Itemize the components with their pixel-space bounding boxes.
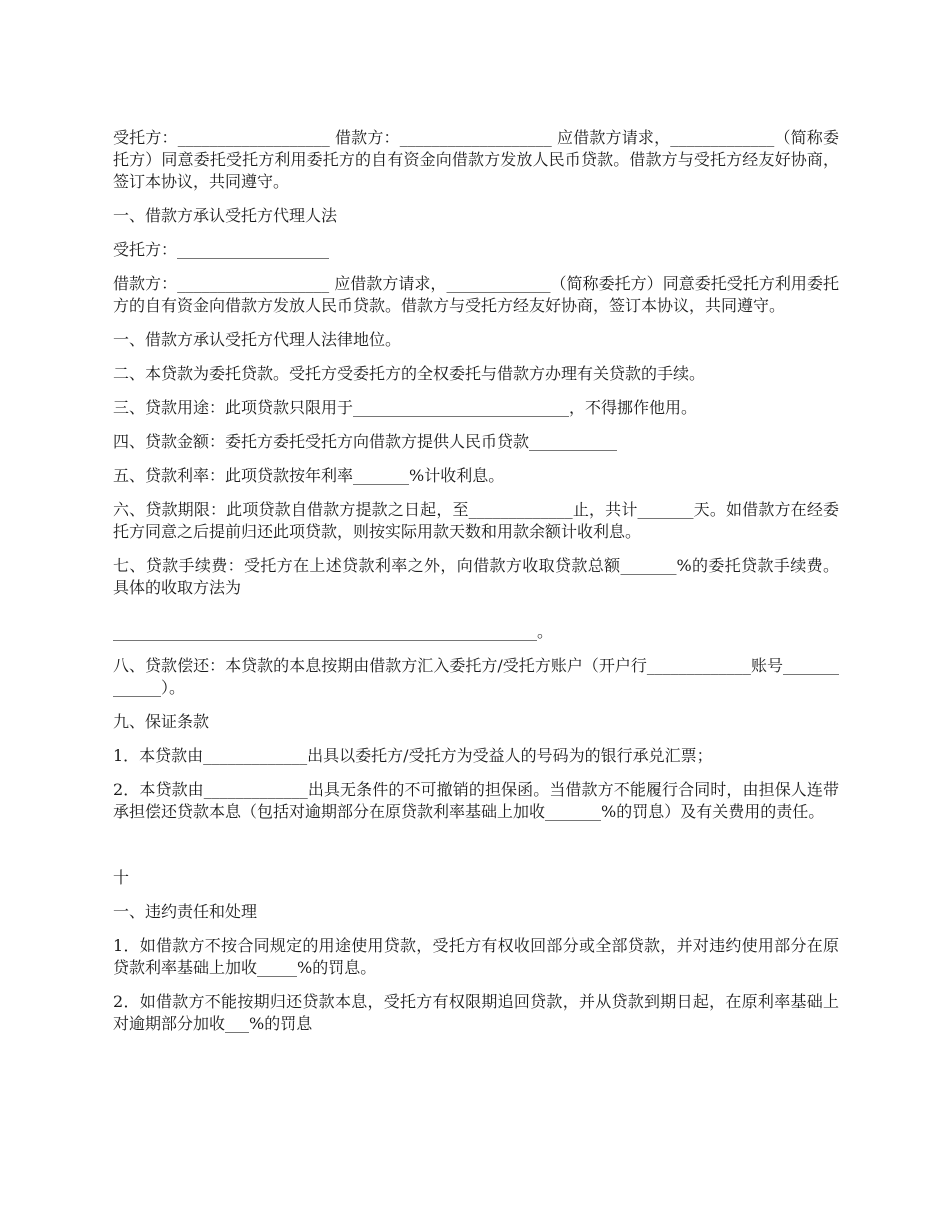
para-clause-1: 一、借款方承认受托方代理人法律地位。 xyxy=(113,330,402,349)
para-liability-1: 1．如借款方不按合同规定的用途使用贷款，受托方有权收回部分或全部贷款，并对违约使用部分在原贷款利率基础上加收_____%的罚息。 xyxy=(113,936,839,977)
para-section-ten: 十 xyxy=(113,868,130,887)
para-liability-heading: 一、违约责任和处理 xyxy=(113,902,258,921)
para-intro: 受托方：___________________ 借款方：___________________ 应借款方请求，_____________（简称委托方）同意委托受托方利用委托方的自有资金向借款方发放人民币贷款。借款方与受托方经友好协商，签订本协议，共同遵守。 xyxy=(113,128,839,191)
para-liability-2: 2．如借款方不能按期归还贷款本息，受托方有权限期追回贷款，并从贷款到期日起，在原利率基础上对逾期部分加收___%的罚息 xyxy=(113,992,839,1033)
para-guarantee-1: 1．本贷款由_____________出具以委托方/受托方为受益人的号码为的银行承兑汇票； xyxy=(113,746,713,765)
para-clause-7: 七、贷款手续费：受托方在上述贷款利率之外，向借款方收取贷款总额_______%的委托贷款手续费。具体的收取方法为 _____________________________________________________。 xyxy=(113,556,839,641)
para-clause-1-draft: 一、借款方承认受托方代理人法 xyxy=(113,206,338,225)
document-page xyxy=(113,127,839,1047)
para-clause-3: 三、贷款用途：此项贷款只限用于___________________________，不得挪作他用。 xyxy=(113,398,698,417)
para-borrower-intro: 借款方：___________________ 应借款方请求，_____________（简称委托方）同意委托受托方利用委托方的自有资金向借款方发放人民币贷款。借款方与受托方经友好协商，签订本协议，共同遵守。 xyxy=(113,274,839,315)
para-clause-8: 八、贷款偿还：本贷款的本息按期由借款方汇入委托方/受托方账户（开户行_____________账号_____________）。 xyxy=(113,656,839,697)
para-clause-5: 五、贷款利率：此项贷款按年利率_______%计收利息。 xyxy=(113,466,505,485)
para-clause-6: 六、贷款期限：此项贷款自借款方提款之日起，至_____________止，共计_______天。如借款方在经委托方同意之后提前归还此项贷款，则按实际用款天数和用款余额计收利息。 xyxy=(113,500,839,541)
para-trustee-line: 受托方：___________________ xyxy=(113,240,330,259)
para-clause-4: 四、贷款金额：委托方委托受托方向借款方提供人民币贷款___________ xyxy=(113,432,618,451)
para-guarantee-2: 2．本贷款由_____________出具无条件的不可撤销的担保函。当借款方不能履行合同时，由担保人连带承担偿还贷款本息（包括对逾期部分在原贷款利率基础上加收_______%的罚息）及有关费用的责任。 xyxy=(113,780,839,821)
para-clause-9: 九、保证条款 xyxy=(113,712,210,731)
para-clause-2: 二、本贷款为委托贷款。受托方受委托方的全权委托与借款方办理有关贷款的手续。 xyxy=(113,364,706,383)
